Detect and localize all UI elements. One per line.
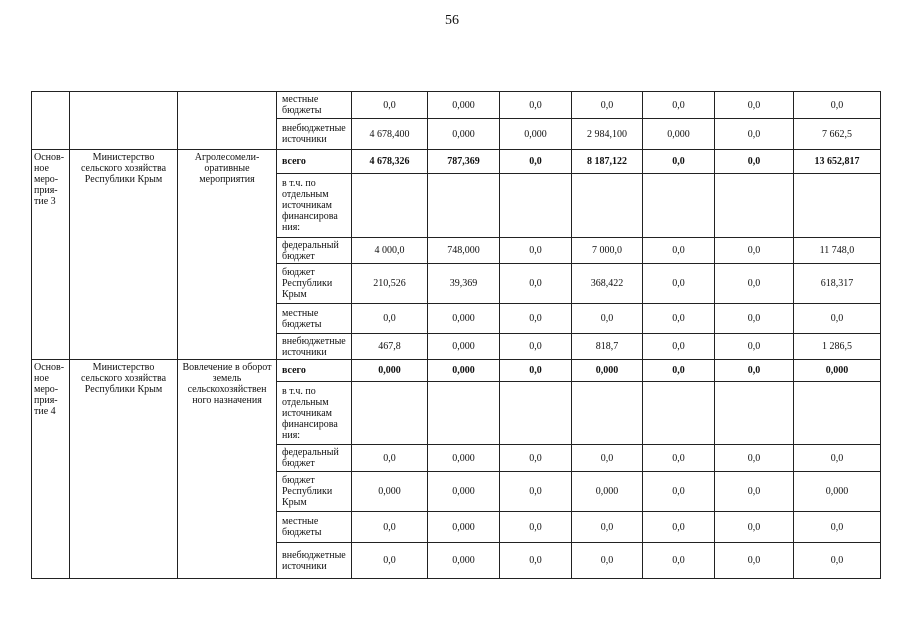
event-cell: Основ-ное меро-прия-тие 3: [32, 150, 70, 360]
funding-table: [31, 91, 881, 579]
row-label: местные бюджеты: [277, 512, 352, 543]
value-cell: 7 000,0: [572, 238, 643, 264]
value-cell: 7 662,5: [794, 119, 881, 150]
cont-name-cell: [178, 92, 277, 150]
value-cell: 0,0: [715, 334, 794, 360]
value-cell: 0,0: [352, 512, 428, 543]
value-cell: 0,0: [715, 238, 794, 264]
value-cell: 39,369: [428, 264, 500, 304]
value-cell: 0,000: [572, 360, 643, 382]
value-cell: [428, 174, 500, 238]
value-cell: 0,0: [715, 543, 794, 579]
row-label: всего: [277, 360, 352, 382]
value-cell: 210,526: [352, 264, 428, 304]
value-cell: 0,0: [643, 304, 715, 334]
event-name-cell: Вовлечение в оборот земель сельскохозяйствен ного назначения: [178, 360, 277, 579]
value-cell: 0,000: [428, 445, 500, 472]
value-cell: 0,0: [572, 543, 643, 579]
value-cell: 0,0: [715, 119, 794, 150]
value-cell: [572, 174, 643, 238]
value-cell: 13 652,817: [794, 150, 881, 174]
row-label: федеральный бюджет: [277, 445, 352, 472]
value-cell: 467,8: [352, 334, 428, 360]
row-label: внебюджетные источники: [277, 334, 352, 360]
value-cell: 0,0: [643, 472, 715, 512]
value-cell: 0,000: [500, 119, 572, 150]
value-cell: 0,0: [715, 512, 794, 543]
value-cell: 618,317: [794, 264, 881, 304]
value-cell: 0,0: [352, 445, 428, 472]
event-cell: Основ-ное меро-прия-тие 4: [32, 360, 70, 579]
value-cell: 0,0: [715, 304, 794, 334]
value-cell: [643, 174, 715, 238]
value-cell: 0,000: [428, 304, 500, 334]
value-cell: 0,000: [352, 472, 428, 512]
value-cell: 0,0: [715, 264, 794, 304]
value-cell: 0,0: [643, 512, 715, 543]
value-cell: 0,0: [794, 543, 881, 579]
value-cell: 0,000: [643, 119, 715, 150]
value-cell: 0,0: [500, 543, 572, 579]
row-label: всего: [277, 150, 352, 174]
value-cell: 0,0: [572, 92, 643, 119]
value-cell: 8 187,122: [572, 150, 643, 174]
value-cell: 0,000: [428, 512, 500, 543]
value-cell: [715, 174, 794, 238]
row-label: внебюджетные источники: [277, 119, 352, 150]
value-cell: 4 678,400: [352, 119, 428, 150]
value-cell: 0,0: [794, 304, 881, 334]
value-cell: [500, 382, 572, 445]
value-cell: 0,0: [643, 150, 715, 174]
value-cell: 0,0: [643, 238, 715, 264]
value-cell: [500, 174, 572, 238]
value-cell: 0,0: [643, 264, 715, 304]
value-cell: 0,0: [715, 150, 794, 174]
value-cell: 0,0: [715, 445, 794, 472]
value-cell: 0,000: [794, 360, 881, 382]
value-cell: [643, 382, 715, 445]
cont-executor-cell: [70, 92, 178, 150]
table-row: [32, 92, 881, 119]
table-row: [32, 150, 881, 174]
value-cell: [794, 174, 881, 238]
value-cell: 0,0: [352, 92, 428, 119]
cont-event-cell: [32, 92, 70, 150]
value-cell: 0,0: [794, 445, 881, 472]
value-cell: 0,0: [715, 360, 794, 382]
value-cell: 0,0: [643, 92, 715, 119]
table-row: [32, 360, 881, 382]
value-cell: 748,000: [428, 238, 500, 264]
value-cell: 0,000: [428, 119, 500, 150]
value-cell: 0,0: [500, 512, 572, 543]
value-cell: 0,0: [715, 92, 794, 119]
value-cell: 1 286,5: [794, 334, 881, 360]
value-cell: 0,0: [715, 472, 794, 512]
value-cell: 0,000: [428, 334, 500, 360]
value-cell: [572, 382, 643, 445]
row-label: в т.ч. по отдельным источникам финансирова ния:: [277, 382, 352, 445]
value-cell: [352, 174, 428, 238]
value-cell: 0,000: [428, 360, 500, 382]
row-label: местные бюджеты: [277, 304, 352, 334]
value-cell: 2 984,100: [572, 119, 643, 150]
value-cell: 0,0: [643, 334, 715, 360]
row-label: бюджет Республики Крым: [277, 264, 352, 304]
value-cell: 0,0: [500, 472, 572, 512]
row-label: бюджет Республики Крым: [277, 472, 352, 512]
value-cell: 0,0: [643, 445, 715, 472]
event-name-cell: Агролесомели-оративные мероприятия: [178, 150, 277, 360]
value-cell: [794, 382, 881, 445]
value-cell: 0,0: [500, 360, 572, 382]
value-cell: 0,000: [572, 472, 643, 512]
value-cell: 368,422: [572, 264, 643, 304]
row-label: местные бюджеты: [277, 92, 352, 119]
value-cell: 0,0: [572, 445, 643, 472]
value-cell: 0,0: [643, 543, 715, 579]
value-cell: 0,0: [500, 334, 572, 360]
value-cell: 0,0: [500, 238, 572, 264]
executor-cell: Министерство сельского хозяйства Республики Крым: [70, 360, 178, 579]
value-cell: 0,0: [643, 360, 715, 382]
value-cell: 11 748,0: [794, 238, 881, 264]
value-cell: [715, 382, 794, 445]
value-cell: 0,0: [572, 304, 643, 334]
value-cell: [428, 382, 500, 445]
row-label: федеральный бюджет: [277, 238, 352, 264]
value-cell: 0,000: [428, 92, 500, 119]
value-cell: [352, 382, 428, 445]
value-cell: 0,000: [352, 360, 428, 382]
value-cell: 4 000,0: [352, 238, 428, 264]
value-cell: 4 678,326: [352, 150, 428, 174]
value-cell: 0,000: [428, 472, 500, 512]
value-cell: 818,7: [572, 334, 643, 360]
value-cell: 0,000: [794, 472, 881, 512]
value-cell: 0,0: [352, 304, 428, 334]
row-label: внебюджетные источники: [277, 543, 352, 579]
executor-cell: Министерство сельского хозяйства Республики Крым: [70, 150, 178, 360]
value-cell: 0,0: [500, 445, 572, 472]
value-cell: 0,0: [572, 512, 643, 543]
value-cell: 0,0: [794, 512, 881, 543]
value-cell: 0,0: [500, 304, 572, 334]
value-cell: 787,369: [428, 150, 500, 174]
value-cell: 0,0: [500, 264, 572, 304]
value-cell: 0,000: [428, 543, 500, 579]
value-cell: 0,0: [794, 92, 881, 119]
value-cell: 0,0: [352, 543, 428, 579]
value-cell: 0,0: [500, 92, 572, 119]
value-cell: 0,0: [500, 150, 572, 174]
page-number: 56: [445, 13, 459, 28]
row-label: в т.ч. по отдельным источникам финансирова ния:: [277, 174, 352, 238]
